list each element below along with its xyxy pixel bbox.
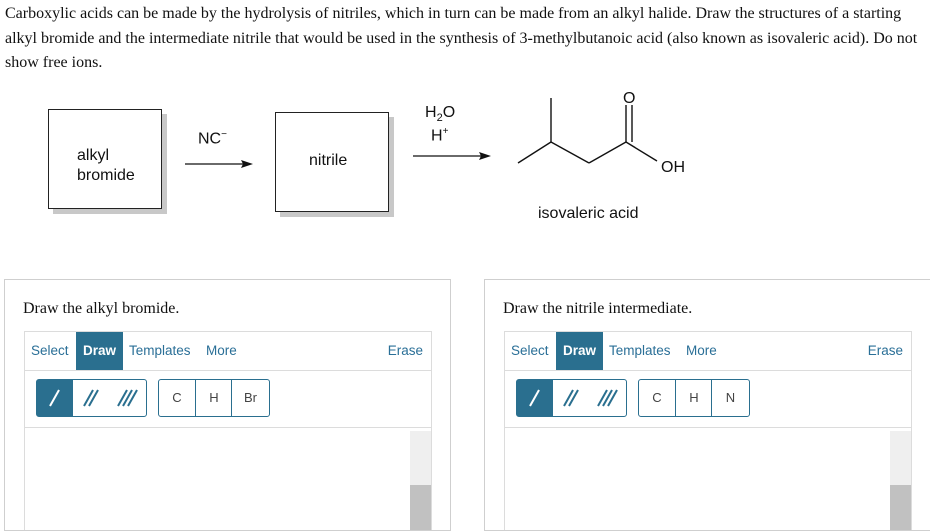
atom-tools — [158, 379, 270, 417]
panel-title: Draw the nitrile intermediate. — [503, 300, 693, 317]
isovaleric-acid-structure — [505, 85, 705, 185]
box-label-nitrile: nitrile — [309, 152, 348, 169]
select-tab[interactable]: Select — [31, 343, 69, 358]
reagent-acid-charge: + — [442, 126, 449, 137]
alkyl-bromide-box — [48, 109, 162, 209]
reagent-acid-h: H — [431, 127, 443, 145]
reagent-cyanide-charge: − — [221, 129, 227, 140]
single-bond-icon[interactable] — [37, 380, 73, 416]
erase-button[interactable]: Erase — [387, 343, 423, 358]
reagent-acid — [431, 126, 448, 145]
more-tab[interactable]: More — [206, 343, 237, 358]
drawing-toolbar — [24, 331, 432, 371]
double-bond-icon[interactable] — [73, 380, 109, 416]
select-tab[interactable]: Select — [511, 343, 549, 358]
more-tab[interactable]: More — [686, 343, 717, 358]
nitrile-panel — [484, 279, 930, 531]
scrollbar-thumb[interactable] — [890, 485, 911, 530]
single-bond-icon[interactable] — [517, 380, 553, 416]
templates-tab[interactable]: Templates — [129, 343, 191, 358]
reagent-water — [425, 104, 455, 124]
atom-button-nitrogen[interactable]: N — [711, 380, 749, 416]
alkyl-bromide-panel — [4, 279, 451, 531]
atom-button-carbon[interactable]: C — [172, 390, 182, 405]
reagent-water-o: O — [442, 104, 456, 121]
atom-button-carbon[interactable]: C — [652, 390, 662, 405]
atom-button-hydrogen[interactable]: H — [675, 380, 712, 416]
erase-button[interactable]: Erase — [867, 343, 903, 358]
double-bond-icon[interactable] — [553, 380, 589, 416]
draw-tab[interactable]: Draw — [76, 332, 123, 370]
panel-title: Draw the alkyl bromide. — [23, 300, 180, 317]
product-name: isovaleric acid — [538, 205, 639, 222]
templates-tab[interactable]: Templates — [609, 343, 671, 358]
scrollbar-thumb[interactable] — [410, 485, 431, 530]
product-o-label: O — [623, 90, 636, 107]
reaction-arrow-2 — [411, 150, 493, 162]
bond-tools — [516, 379, 627, 417]
atom-tools — [638, 379, 750, 417]
atom-button-bromine[interactable]: Br — [231, 380, 269, 416]
drawing-canvas[interactable] — [504, 427, 912, 530]
tool-palette — [504, 369, 912, 428]
triple-bond-icon[interactable] — [109, 380, 145, 416]
box-label-bromide: bromide — [77, 167, 135, 184]
bond-tools — [36, 379, 147, 417]
reaction-arrow-1 — [183, 158, 255, 170]
question-text: Carboxylic acids can be made by the hydrolysis of nitriles, which in turn can be made from an alkyl halide. Draw the structures of a starting alkyl bromide and the intermediate nitrile that would be used in the synthesis of 3-methylbutanoic acid (also known as isovaleric acid). Do not show free ions. — [5, 5, 918, 71]
drawing-canvas[interactable] — [24, 427, 432, 530]
reagent-water-h: H — [425, 104, 437, 121]
reagent-cyanide — [198, 129, 227, 148]
nitrile-box — [275, 112, 389, 212]
draw-tab[interactable]: Draw — [556, 332, 603, 370]
drawing-toolbar — [504, 331, 912, 371]
triple-bond-icon[interactable] — [589, 380, 625, 416]
reagent-water-sub: 2 — [436, 112, 443, 125]
atom-button-hydrogen[interactable]: H — [195, 380, 232, 416]
tool-palette — [24, 369, 432, 428]
reagent-cyanide-text: NC — [198, 130, 222, 148]
box-label-alkyl: alkyl — [77, 147, 110, 164]
product-oh-label: OH — [661, 159, 685, 176]
